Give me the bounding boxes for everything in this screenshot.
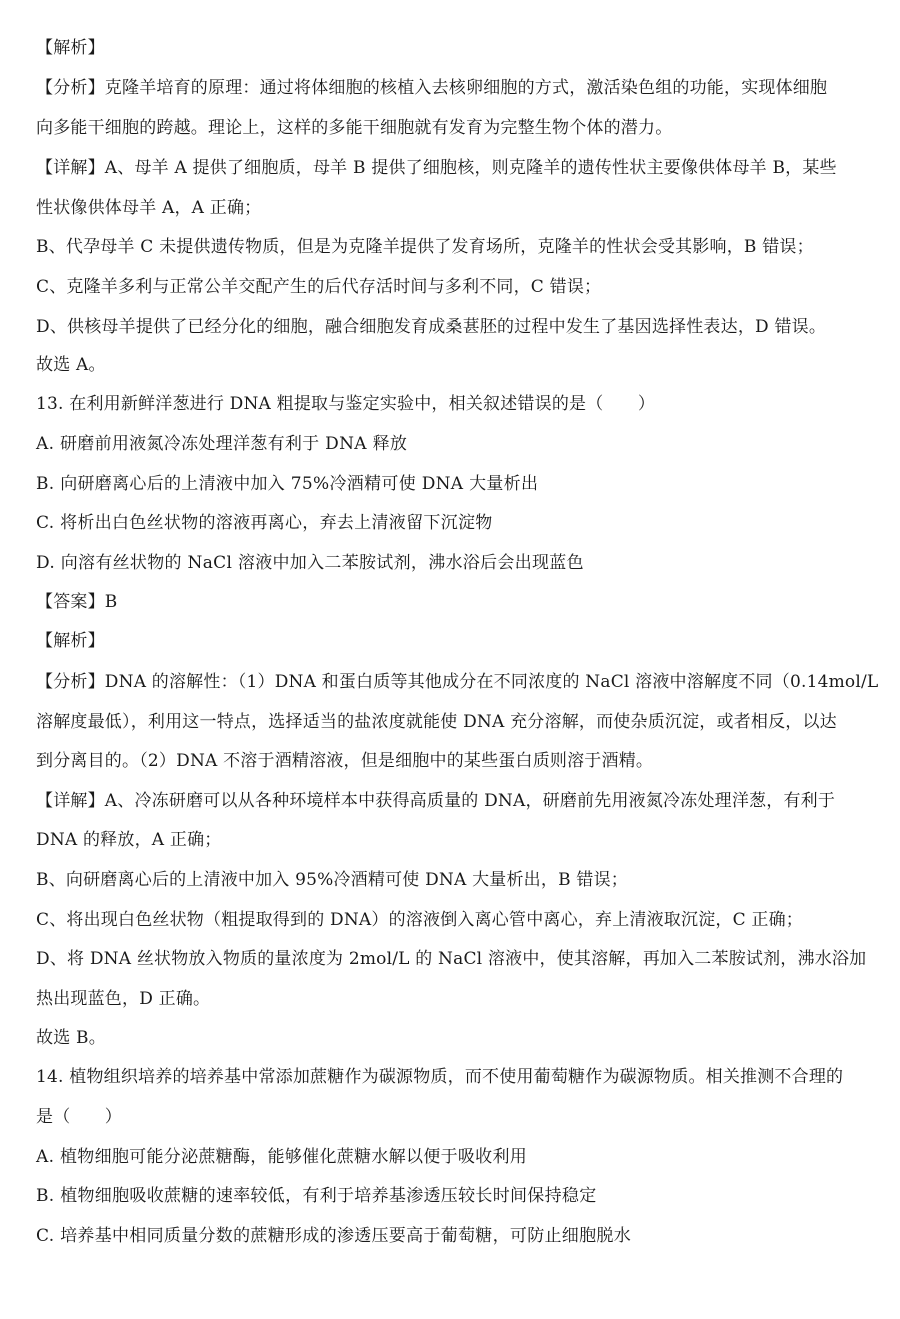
q13-detail-b: B、向研磨离心后的上清液中加入 95%冷酒精可使 DNA 大量析出，B 错误； — [36, 870, 628, 890]
q13-answer: 【答案】B — [36, 592, 118, 612]
q14-option-a: A. 植物细胞可能分泌蔗糖酶，能够催化蔗糖水解以便于吸收利用 — [36, 1147, 528, 1167]
q13-detail-line1: 【详解】A、冷冻研磨可以从各种环境样本中获得高质量的 DNA，研磨前先用液氮冷冻处理洋葱，有利于 — [36, 791, 836, 811]
q12-analysis-fenxi-line2: 向多能干细胞的跨越。理论上，这样的多能干细胞就有发育为完整生物个体的潜力。 — [36, 118, 673, 138]
q13-analysis-label: 【解析】 — [36, 631, 105, 651]
q13-detail-d-line1: D、将 DNA 丝状物放入物质的量浓度为 2mol/L 的 NaCl 溶液中，使其溶解，再加入二苯胺试剂，沸水浴加 — [36, 949, 867, 969]
q13-conclusion: 故选 B。 — [36, 1028, 106, 1048]
q13-detail-d-line2: 热出现蓝色，D 正确。 — [36, 989, 211, 1009]
q13-stem: 13. 在利用新鲜洋葱进行 DNA 粗提取与鉴定实验中，相关叙述错误的是（ ） — [36, 394, 656, 414]
q14-option-b: B. 植物细胞吸收蔗糖的速率较低，有利于培养基渗透压较长时间保持稳定 — [36, 1186, 597, 1206]
q14-stem-line1: 14. 植物组织培养的培养基中常添加蔗糖作为碳源物质，而不使用葡萄糖作为碳源物质。相关推测不合理的 — [36, 1067, 844, 1087]
q13-option-c: C. 将析出白色丝状物的溶液再离心，弃去上清液留下沉淀物 — [36, 513, 493, 533]
q13-analysis-fenxi-line2: 溶解度最低），利用这一特点，选择适当的盐浓度就能使 DNA 充分溶解，而使杂质沉淀，或者相反，以达 — [36, 712, 837, 732]
q12-detail-b: B、代孕母羊 C 未提供遗传物质，但是为克隆羊提供了发育场所，克隆羊的性状会受其影响，B 错误； — [36, 237, 814, 257]
q13-analysis-fenxi-line3: 到分离目的。（2）DNA 不溶于酒精溶液，但是细胞中的某些蛋白质则溶于酒精。 — [36, 751, 654, 771]
q13-detail-c: C、将出现白色丝状物（粗提取得到的 DNA）的溶液倒入离心管中离心，弃上清液取沉淀，C 正确； — [36, 910, 804, 930]
q13-option-a: A. 研磨前用液氮冷冻处理洋葱有利于 DNA 释放 — [36, 434, 408, 454]
q12-analysis-fenxi-line1: 【分析】克隆羊培育的原理：通过将体细胞的核植入去核卵细胞的方式，激活染色组的功能，实现体细胞 — [36, 78, 828, 98]
q13-option-d: D. 向溶有丝状物的 NaCl 溶液中加入二苯胺试剂，沸水浴后会出现蓝色 — [36, 553, 584, 573]
q12-conclusion: 故选 A。 — [36, 355, 106, 375]
q13-analysis-fenxi-line1: 【分析】DNA 的溶解性：（1）DNA 和蛋白质等其他成分在不同浓度的 NaCl 溶液中溶解度不同（0.14mol/L — [36, 672, 879, 692]
q13-option-b: B. 向研磨离心后的上清液中加入 75%冷酒精可使 DNA 大量析出 — [36, 474, 539, 494]
q12-detail-d: D、供核母羊提供了已经分化的细胞，融合细胞发育成桑葚胚的过程中发生了基因选择性表达，D 错误。 — [36, 317, 827, 337]
q12-analysis-label: 【解析】 — [36, 38, 105, 58]
q13-detail-line2: DNA 的释放，A 正确； — [36, 830, 222, 850]
q12-detail-c: C、克隆羊多利与正常公羊交配产生的后代存活时间与多利不同，C 错误； — [36, 277, 602, 297]
q12-detail-line1: 【详解】A、母羊 A 提供了细胞质，母羊 B 提供了细胞核，则克隆羊的遗传性状主要像供体母羊 B，某些 — [36, 158, 837, 178]
q14-option-c: C. 培养基中相同质量分数的蔗糖形成的渗透压要高于葡萄糖，可防止细胞脱水 — [36, 1226, 632, 1246]
q14-stem-line2: 是（ ） — [36, 1107, 122, 1127]
q12-detail-line2: 性状像供体母羊 A，A 正确； — [36, 198, 262, 218]
